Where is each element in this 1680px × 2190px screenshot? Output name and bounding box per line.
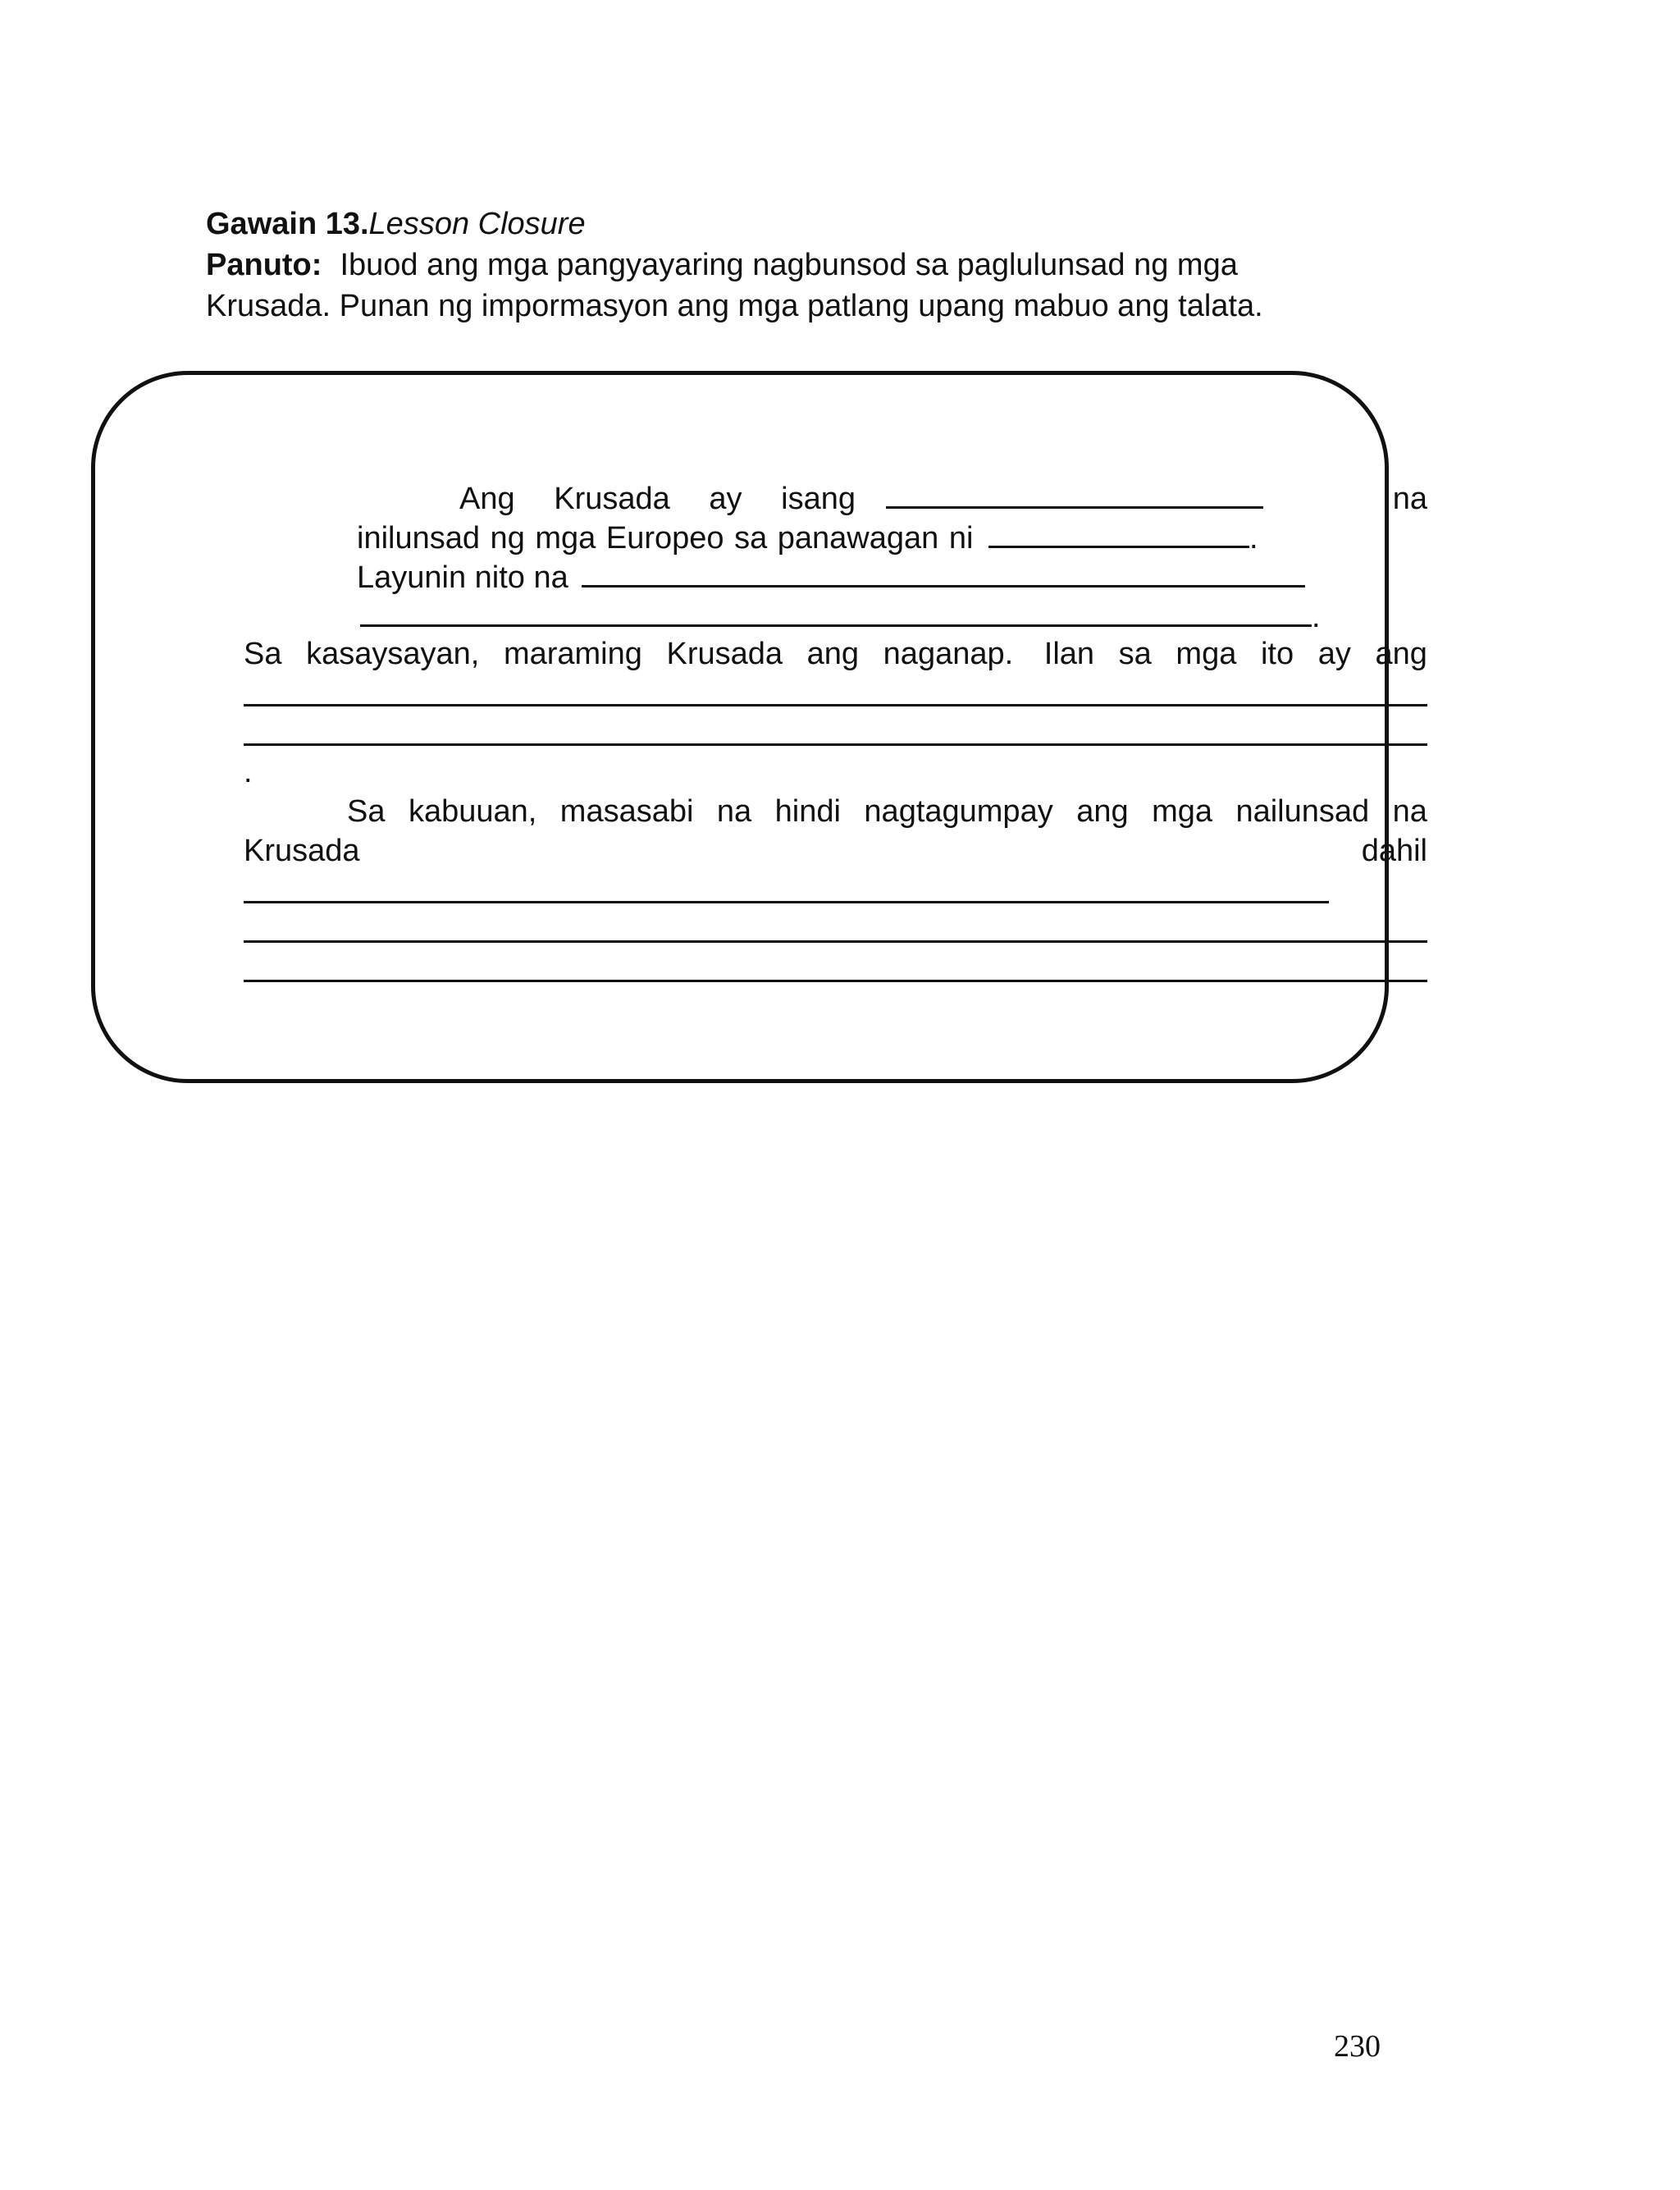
- blank-purpose-2[interactable]: [360, 595, 1312, 627]
- word: Sa: [347, 794, 386, 829]
- instruction-line-2: [206, 286, 1387, 327]
- word: kasaysayan,: [306, 637, 480, 671]
- paragraph3-line2-start: Krusada: [244, 834, 360, 868]
- blank-reason-3[interactable]: [244, 980, 1427, 982]
- word: ang: [1076, 794, 1129, 829]
- paragraph3-line1: [347, 792, 1427, 831]
- blank-examples-2[interactable]: [244, 743, 1427, 746]
- word: hindi: [774, 794, 841, 829]
- activity-header: [206, 203, 1387, 327]
- page-number: 230: [1334, 2029, 1381, 2064]
- paragraph1-line3: [357, 556, 1305, 597]
- word: isang: [781, 482, 856, 516]
- blank-reason-2[interactable]: [244, 940, 1427, 943]
- word: mga: [1176, 637, 1237, 671]
- blank-purpose-1[interactable]: [582, 556, 1305, 588]
- word: na: [716, 794, 752, 829]
- answer-box: [91, 371, 1427, 1083]
- word: Ilan: [1043, 637, 1095, 671]
- word: kabuuan,: [408, 794, 537, 829]
- word: Krusada: [666, 637, 783, 671]
- paragraph1-line1-end: na: [1392, 482, 1427, 516]
- paragraph1-line2: [357, 516, 1258, 558]
- paragraph1-line4: [360, 595, 1321, 637]
- word: Sa: [244, 637, 282, 671]
- word: ay: [1317, 637, 1351, 671]
- paragraph1-line1: [459, 477, 1427, 519]
- activity-subtitle: Lesson Closure: [368, 207, 586, 241]
- paragraph3-line2-end: dahil: [1361, 834, 1427, 868]
- word: na: [1392, 794, 1427, 829]
- word: nagtagumpay: [864, 794, 1053, 829]
- paragraph1-line4-end: .: [1312, 600, 1321, 634]
- word: maraming: [503, 637, 642, 671]
- blank-reason-1[interactable]: [244, 901, 1329, 903]
- instruction-line-1: [206, 245, 1387, 286]
- paragraph2-end-period: .: [244, 755, 253, 789]
- word: sa: [1118, 637, 1152, 671]
- paragraph1-line2-text: inilunsad ng mga Europeo sa panawagan ni: [357, 521, 974, 556]
- instruction-text-2: Krusada. Punan ng impormasyon ang mga patlang upang mabuo ang talata.: [206, 289, 1263, 323]
- word: Krusada: [554, 482, 670, 516]
- word: naganap.: [883, 637, 1014, 671]
- word: mga: [1152, 794, 1212, 829]
- word: ay: [709, 482, 742, 516]
- blank-called-by[interactable]: [988, 516, 1249, 548]
- instruction-label: Panuto:: [206, 248, 322, 282]
- paragraph1-line3-text: Layunin nito na: [357, 560, 568, 595]
- paragraph2-line1: [244, 634, 1427, 674]
- word: ito: [1260, 637, 1294, 671]
- activity-title-line: [206, 203, 1387, 245]
- word: Ang: [459, 482, 515, 516]
- word: nailunsad: [1235, 794, 1370, 829]
- word: ang: [806, 637, 860, 671]
- paragraph1-line1-words: [459, 479, 856, 519]
- paragraph1-line2-end: .: [1249, 521, 1258, 556]
- activity-label: Gawain 13.: [206, 207, 369, 241]
- blank-examples-1[interactable]: [244, 704, 1427, 706]
- blank-krusada-type[interactable]: [886, 477, 1263, 509]
- word: ang: [1375, 637, 1427, 671]
- instruction-text-1: Ibuod ang mga pangyayaring nagbunsod sa paglulunsad ng mga: [340, 248, 1238, 282]
- word: masasabi: [559, 794, 694, 829]
- paragraph3-line2: [244, 831, 1427, 871]
